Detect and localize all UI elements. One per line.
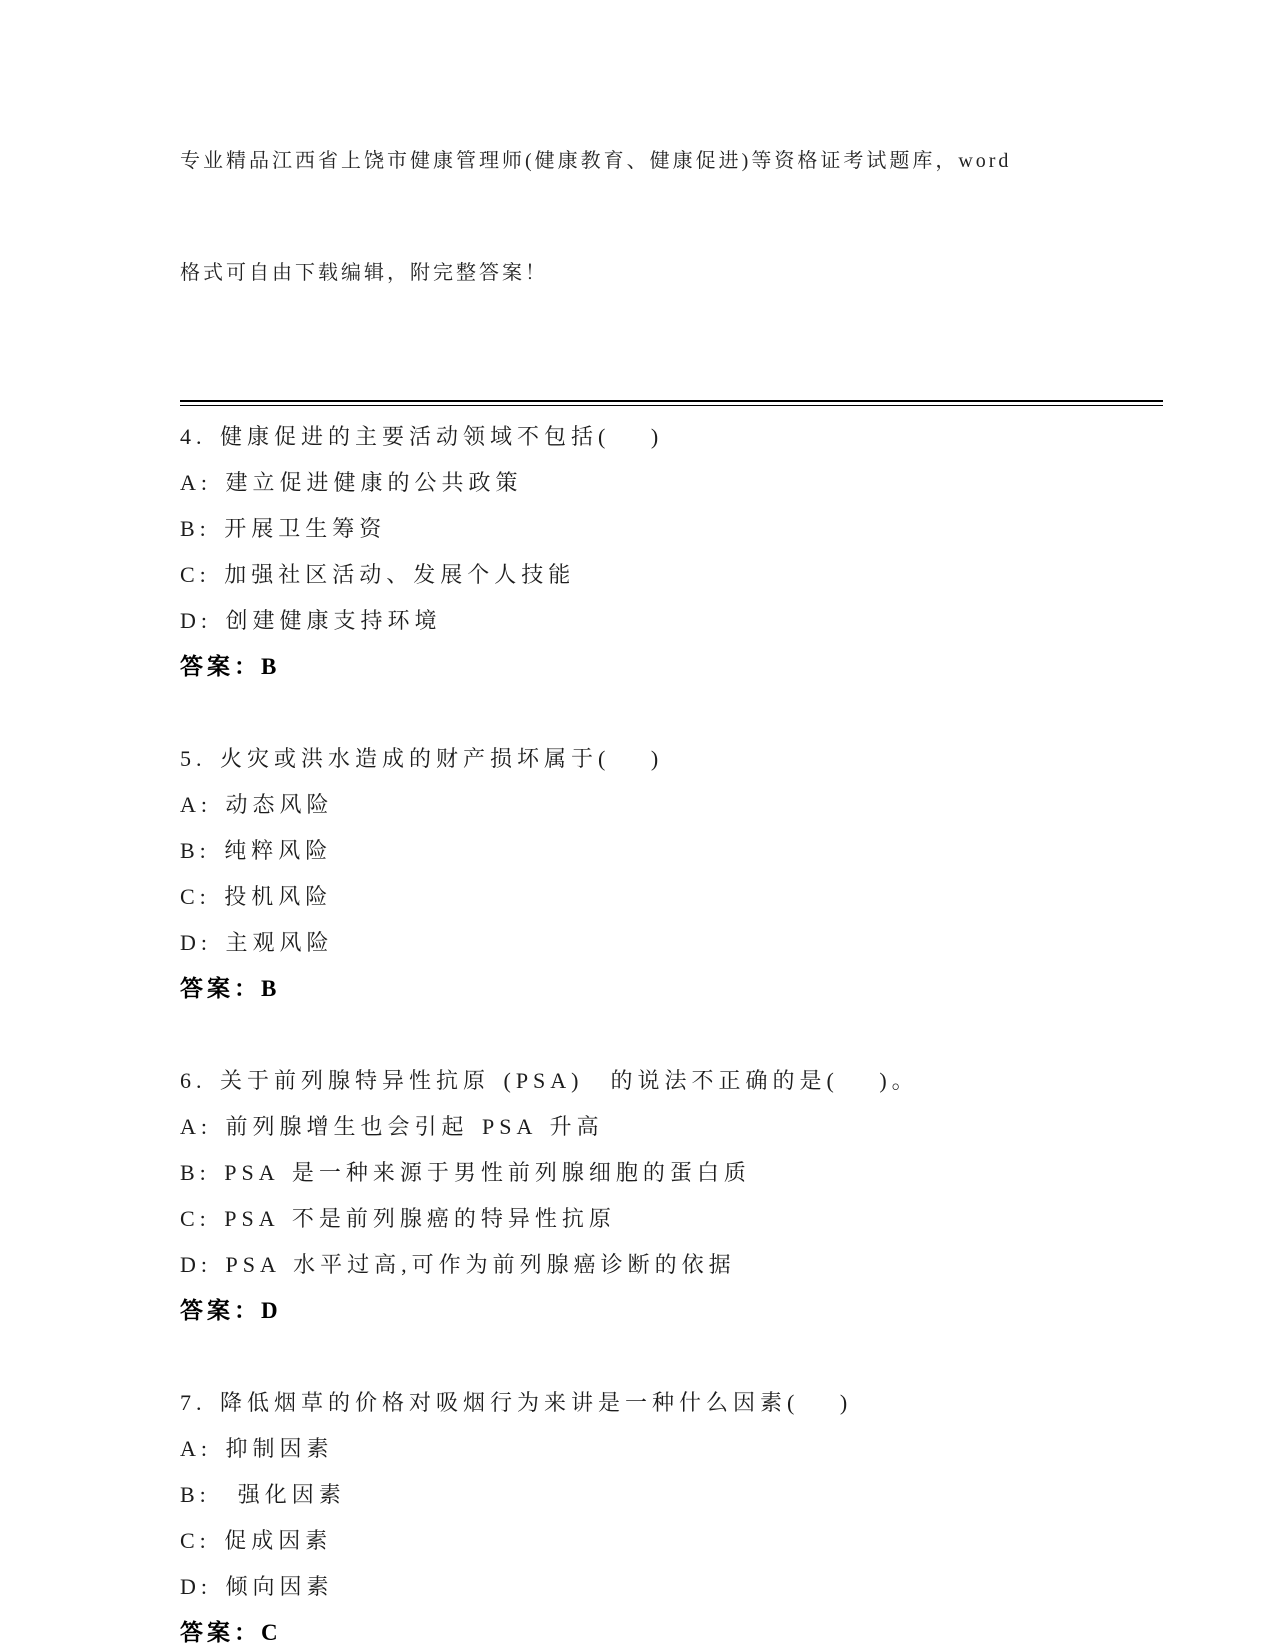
- answer-line: 答案：D: [180, 1298, 282, 1323]
- question-block-5: [180, 736, 1163, 1012]
- option-line-a: A: 动态风险: [180, 792, 334, 817]
- question-title: 6. 关于前列腺特异性抗原 (PSA) 的说法不正确的是( )。: [180, 1068, 919, 1093]
- option-line-c: C: 促成因素: [180, 1528, 333, 1553]
- option-line-d: D: 创建健康支持环境: [180, 608, 442, 633]
- option-line-c: C: PSA 不是前列腺癌的特异性抗原: [180, 1206, 616, 1231]
- option-line-d: D: PSA 水平过高,可作为前列腺癌诊断的依据: [180, 1252, 736, 1277]
- question-block-6: [180, 1058, 1163, 1334]
- document-content: [180, 0, 1163, 1650]
- option-line-d: D: 主观风险: [180, 930, 334, 955]
- option-line-c: C: 加强社区活动、发展个人技能: [180, 562, 576, 587]
- option-line-a: A: 前列腺增生也会引起 PSA 升高: [180, 1114, 604, 1139]
- question-title: 7. 降低烟草的价格对吸烟行为来讲是一种什么因素( ): [180, 1390, 853, 1415]
- answer-line: 答案：B: [180, 654, 281, 679]
- question-title: 5. 火灾或洪水造成的财产损坏属于( ): [180, 746, 664, 771]
- question-block-7: [180, 1380, 1163, 1650]
- option-line-b: B: 纯粹风险: [180, 838, 333, 863]
- option-line-a: A: 抑制因素: [180, 1436, 334, 1461]
- question-title: 4. 健康促进的主要活动领域不包括( ): [180, 424, 664, 449]
- option-line-b: B: 开展卫生筹资: [180, 516, 387, 541]
- document-header: [180, 72, 1163, 362]
- option-line-b: B: PSA 是一种来源于男性前列腺细胞的蛋白质: [180, 1160, 751, 1185]
- option-line-d: D: 倾向因素: [180, 1574, 334, 1599]
- option-line-c: C: 投机风险: [180, 884, 333, 909]
- header-line-2: 格式可自由下载编辑，附完整答案！: [180, 262, 548, 284]
- option-line-a: A: 建立促进健康的公共政策: [180, 470, 523, 495]
- header-divider-rule: [180, 400, 1163, 406]
- header-line-1: 专业精品江西省上饶市健康管理师(健康教育、健康促进)等资格证考试题库，word: [180, 150, 1012, 172]
- question-block-4: [180, 414, 1163, 690]
- answer-line: 答案：C: [180, 1620, 282, 1645]
- answer-line: 答案：B: [180, 976, 281, 1001]
- option-line-b: B: 强化因素: [180, 1482, 346, 1507]
